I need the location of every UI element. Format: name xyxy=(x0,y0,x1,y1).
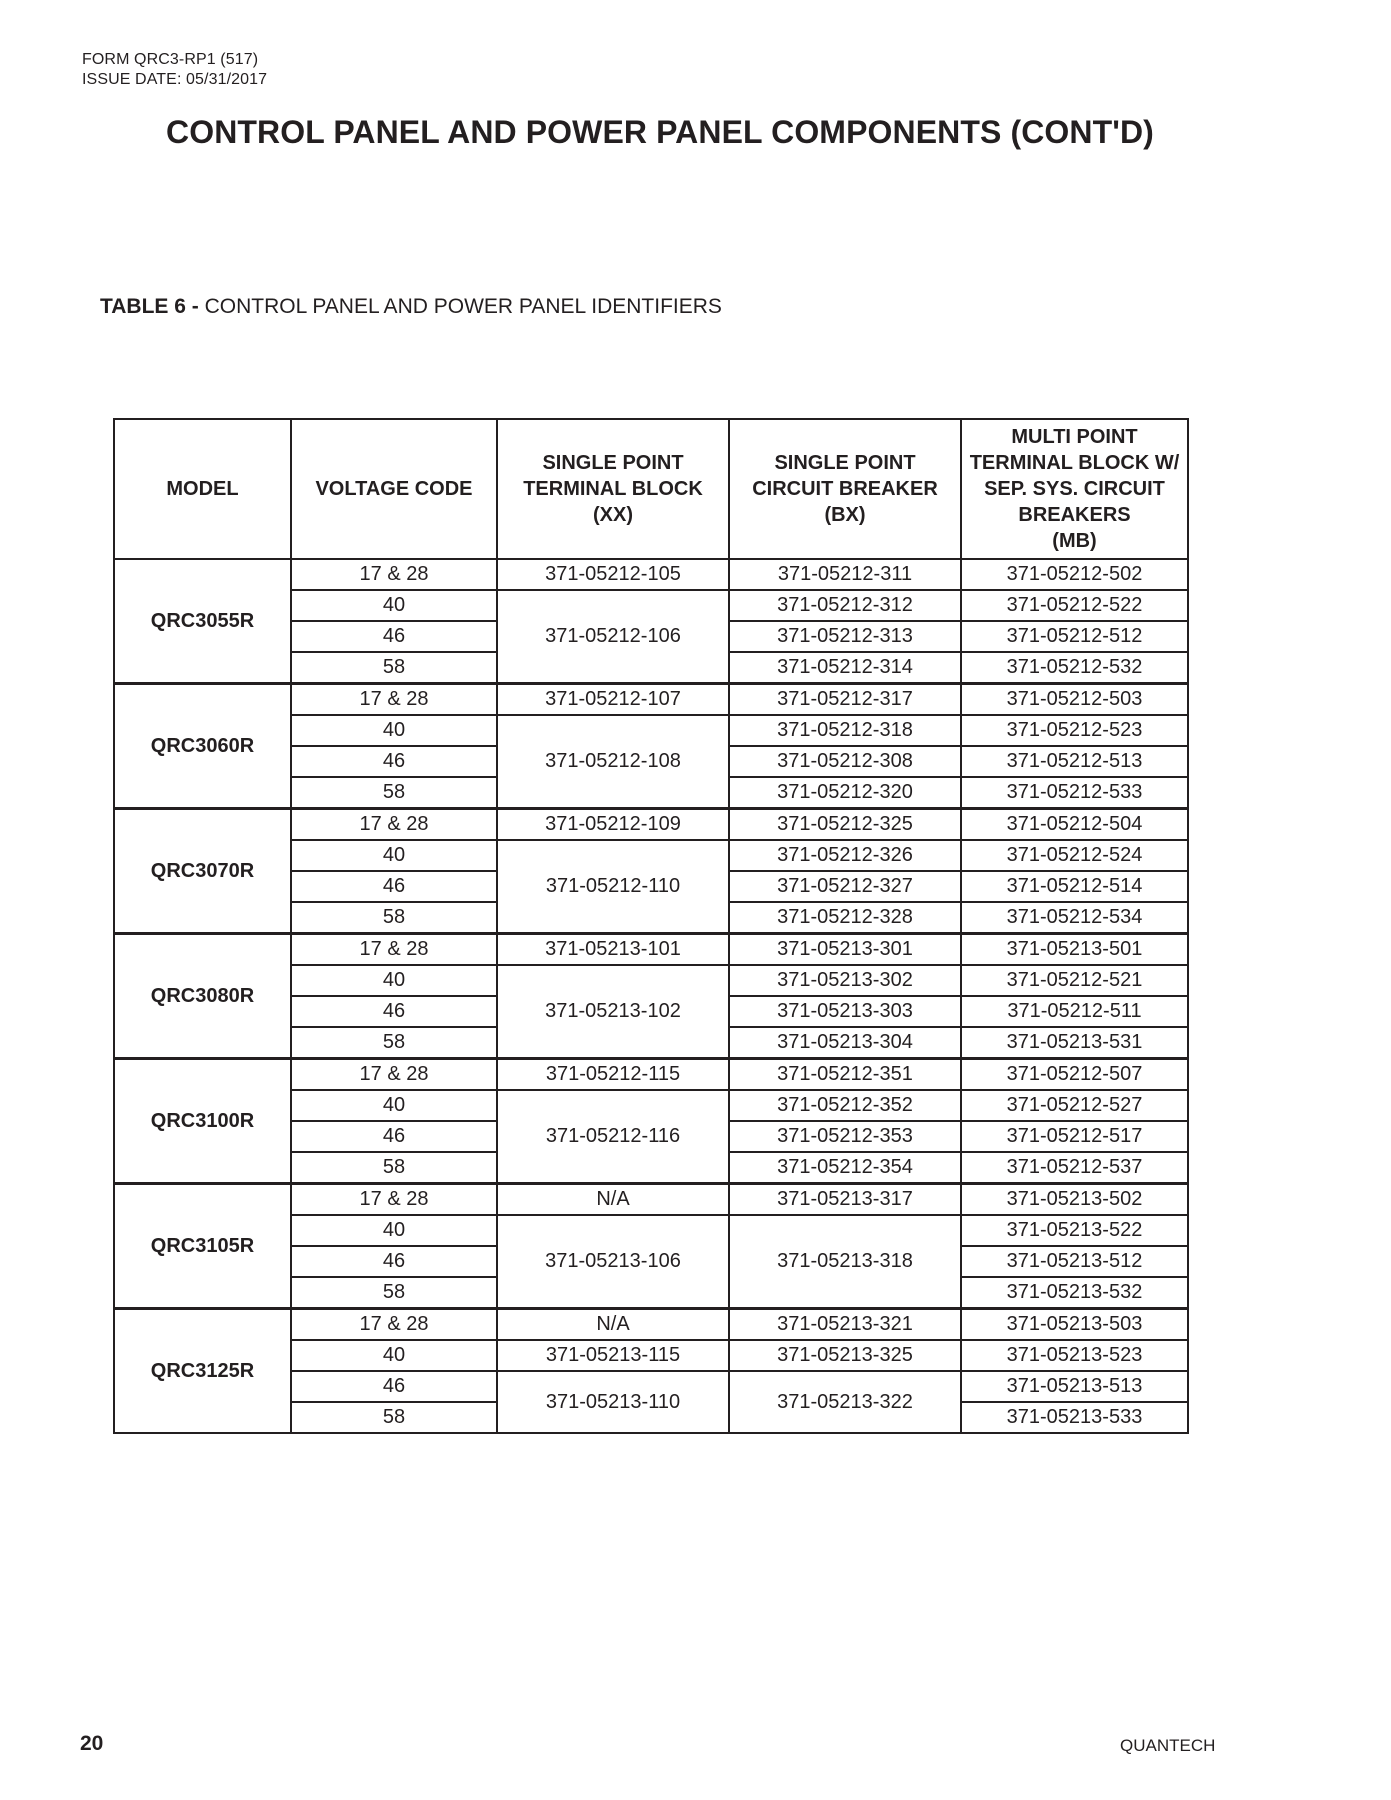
voltage-code-cell: 58 xyxy=(291,902,497,934)
form-header xyxy=(82,50,267,90)
circuit-breaker-cell: 371-05213-322 xyxy=(729,1371,961,1433)
circuit-breaker-cell: 371-05213-301 xyxy=(729,934,961,966)
model-cell: QRC3105R xyxy=(114,1184,291,1309)
multi-point-cell: 371-05212-522 xyxy=(961,590,1188,621)
multi-point-cell: 371-05212-523 xyxy=(961,715,1188,746)
voltage-code-cell: 40 xyxy=(291,1215,497,1246)
multi-point-cell: 371-05213-512 xyxy=(961,1246,1188,1277)
terminal-block-cell: 371-05212-107 xyxy=(497,684,729,716)
terminal-block-cell: 371-05213-106 xyxy=(497,1215,729,1309)
form-number: FORM QRC3-RP1 (517) xyxy=(82,51,259,68)
identifiers-table xyxy=(113,418,1189,1434)
header-row xyxy=(114,419,1188,559)
multi-point-cell: 371-05212-521 xyxy=(961,965,1188,996)
circuit-breaker-cell: 371-05213-304 xyxy=(729,1027,961,1059)
voltage-code-cell: 58 xyxy=(291,652,497,684)
table-row xyxy=(114,809,1188,841)
multi-point-cell: 371-05212-503 xyxy=(961,684,1188,716)
circuit-breaker-cell: 371-05212-353 xyxy=(729,1121,961,1152)
voltage-code-cell: 17 & 28 xyxy=(291,1309,497,1341)
voltage-code-cell: 46 xyxy=(291,1371,497,1402)
multi-point-cell: 371-05212-524 xyxy=(961,840,1188,871)
voltage-code-cell: 40 xyxy=(291,715,497,746)
voltage-code-cell: 40 xyxy=(291,965,497,996)
multi-point-cell: 371-05213-533 xyxy=(961,1402,1188,1433)
terminal-block-cell: N/A xyxy=(497,1309,729,1341)
table-number: TABLE 6 - xyxy=(100,295,199,318)
voltage-code-cell: 46 xyxy=(291,996,497,1027)
multi-point-cell: 371-05212-514 xyxy=(961,871,1188,902)
column-header: SINGLE POINT TERMINAL BLOCK (XX) xyxy=(497,419,729,559)
circuit-breaker-cell: 371-05212-352 xyxy=(729,1090,961,1121)
column-header: VOLTAGE CODE xyxy=(291,419,497,559)
multi-point-cell: 371-05212-507 xyxy=(961,1059,1188,1091)
circuit-breaker-cell: 371-05212-320 xyxy=(729,777,961,809)
page-title: CONTROL PANEL AND POWER PANEL COMPONENTS (CONT'D) xyxy=(166,114,1154,150)
voltage-code-cell: 17 & 28 xyxy=(291,1059,497,1091)
brand-name: QUANTECH xyxy=(1120,1736,1216,1755)
model-cell: QRC3070R xyxy=(114,809,291,934)
table-caption-text: CONTROL PANEL AND POWER PANEL IDENTIFIERS xyxy=(204,295,722,318)
multi-point-cell: 371-05213-513 xyxy=(961,1371,1188,1402)
circuit-breaker-cell: 371-05213-302 xyxy=(729,965,961,996)
multi-point-cell: 371-05213-531 xyxy=(961,1027,1188,1059)
circuit-breaker-cell: 371-05212-308 xyxy=(729,746,961,777)
voltage-code-cell: 46 xyxy=(291,621,497,652)
terminal-block-cell: 371-05212-105 xyxy=(497,559,729,590)
multi-point-cell: 371-05213-522 xyxy=(961,1215,1188,1246)
voltage-code-cell: 17 & 28 xyxy=(291,559,497,590)
voltage-code-cell: 58 xyxy=(291,777,497,809)
model-cell: QRC3100R xyxy=(114,1059,291,1184)
voltage-code-cell: 17 & 28 xyxy=(291,934,497,966)
circuit-breaker-cell: 371-05213-317 xyxy=(729,1184,961,1216)
multi-point-cell: 371-05213-523 xyxy=(961,1340,1188,1371)
model-cell: QRC3055R xyxy=(114,559,291,684)
table-caption xyxy=(100,295,722,319)
voltage-code-cell: 46 xyxy=(291,871,497,902)
circuit-breaker-cell: 371-05212-351 xyxy=(729,1059,961,1091)
voltage-code-cell: 17 & 28 xyxy=(291,1184,497,1216)
circuit-breaker-cell: 371-05213-325 xyxy=(729,1340,961,1371)
column-header: MODEL xyxy=(114,419,291,559)
circuit-breaker-cell: 371-05212-327 xyxy=(729,871,961,902)
multi-point-cell: 371-05212-533 xyxy=(961,777,1188,809)
multi-point-cell: 371-05212-502 xyxy=(961,559,1188,590)
multi-point-cell: 371-05212-532 xyxy=(961,652,1188,684)
column-header: MULTI POINT TERMINAL BLOCK W/ SEP. SYS. CIRCUIT BREAKERS (MB) xyxy=(961,419,1188,559)
terminal-block-cell: 371-05212-109 xyxy=(497,809,729,841)
circuit-breaker-cell: 371-05212-354 xyxy=(729,1152,961,1184)
voltage-code-cell: 40 xyxy=(291,1090,497,1121)
terminal-block-cell: 371-05213-115 xyxy=(497,1340,729,1371)
voltage-code-cell: 46 xyxy=(291,1246,497,1277)
model-cell: QRC3060R xyxy=(114,684,291,809)
multi-point-cell: 371-05212-527 xyxy=(961,1090,1188,1121)
terminal-block-cell: 371-05212-116 xyxy=(497,1090,729,1184)
voltage-code-cell: 58 xyxy=(291,1027,497,1059)
multi-point-cell: 371-05212-537 xyxy=(961,1152,1188,1184)
multi-point-cell: 371-05212-513 xyxy=(961,746,1188,777)
multi-point-cell: 371-05213-501 xyxy=(961,934,1188,966)
voltage-code-cell: 40 xyxy=(291,1340,497,1371)
table-row xyxy=(114,934,1188,966)
multi-point-cell: 371-05213-502 xyxy=(961,1184,1188,1216)
terminal-block-cell: N/A xyxy=(497,1184,729,1216)
voltage-code-cell: 40 xyxy=(291,590,497,621)
voltage-code-cell: 58 xyxy=(291,1277,497,1309)
voltage-code-cell: 46 xyxy=(291,1121,497,1152)
table-row xyxy=(114,1309,1188,1341)
table-row xyxy=(114,1059,1188,1091)
circuit-breaker-cell: 371-05212-328 xyxy=(729,902,961,934)
multi-point-cell: 371-05212-517 xyxy=(961,1121,1188,1152)
circuit-breaker-cell: 371-05212-318 xyxy=(729,715,961,746)
issue-date: ISSUE DATE: 05/31/2017 xyxy=(82,71,268,88)
terminal-block-cell: 371-05212-110 xyxy=(497,840,729,934)
model-cell: QRC3080R xyxy=(114,934,291,1059)
voltage-code-cell: 58 xyxy=(291,1152,497,1184)
voltage-code-cell: 17 & 28 xyxy=(291,809,497,841)
circuit-breaker-cell: 371-05212-326 xyxy=(729,840,961,871)
terminal-block-cell: 371-05213-101 xyxy=(497,934,729,966)
terminal-block-cell: 371-05213-110 xyxy=(497,1371,729,1433)
voltage-code-cell: 17 & 28 xyxy=(291,684,497,716)
table-row xyxy=(114,1184,1188,1216)
page-number: 20 xyxy=(80,1732,104,1755)
column-header: SINGLE POINT CIRCUIT BREAKER (BX) xyxy=(729,419,961,559)
table-body xyxy=(114,559,1188,1433)
multi-point-cell: 371-05213-532 xyxy=(961,1277,1188,1309)
circuit-breaker-cell: 371-05213-321 xyxy=(729,1309,961,1341)
model-cell: QRC3125R xyxy=(114,1309,291,1434)
circuit-breaker-cell: 371-05212-314 xyxy=(729,652,961,684)
terminal-block-cell: 371-05212-106 xyxy=(497,590,729,684)
terminal-block-cell: 371-05213-102 xyxy=(497,965,729,1059)
voltage-code-cell: 40 xyxy=(291,840,497,871)
table-row xyxy=(114,684,1188,716)
multi-point-cell: 371-05212-504 xyxy=(961,809,1188,841)
circuit-breaker-cell: 371-05212-317 xyxy=(729,684,961,716)
table-row xyxy=(114,559,1188,590)
circuit-breaker-cell: 371-05212-311 xyxy=(729,559,961,590)
circuit-breaker-cell: 371-05212-313 xyxy=(729,621,961,652)
voltage-code-cell: 46 xyxy=(291,746,497,777)
circuit-breaker-cell: 371-05213-318 xyxy=(729,1215,961,1309)
terminal-block-cell: 371-05212-108 xyxy=(497,715,729,809)
table-header xyxy=(114,419,1188,559)
multi-point-cell: 371-05212-534 xyxy=(961,902,1188,934)
multi-point-cell: 371-05212-512 xyxy=(961,621,1188,652)
multi-point-cell: 371-05213-503 xyxy=(961,1309,1188,1341)
terminal-block-cell: 371-05212-115 xyxy=(497,1059,729,1091)
circuit-breaker-cell: 371-05212-325 xyxy=(729,809,961,841)
circuit-breaker-cell: 371-05212-312 xyxy=(729,590,961,621)
circuit-breaker-cell: 371-05213-303 xyxy=(729,996,961,1027)
voltage-code-cell: 58 xyxy=(291,1402,497,1433)
multi-point-cell: 371-05212-511 xyxy=(961,996,1188,1027)
